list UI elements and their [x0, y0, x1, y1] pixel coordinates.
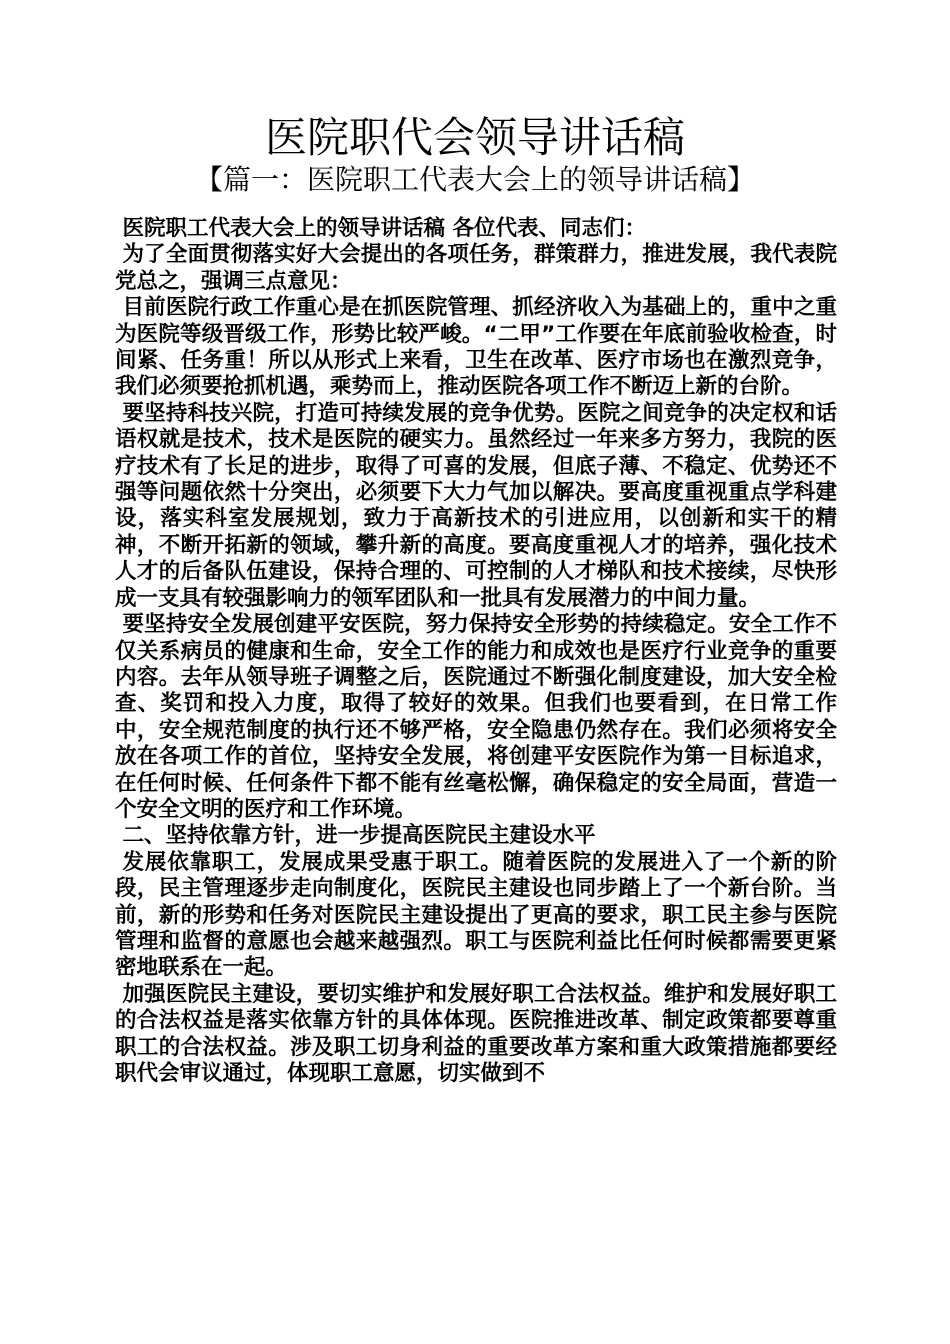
- paragraph-safety: 要坚持安全发展创建平安医院，努力保持安全形势的持续稳定。安全工作不仅关系病员的健康和生命，安全工作的能力和成效也是医疗行业竞争的重要内容。去年从领导班子调整之后，医院通过不断强化制度建设，加大安全检查、奖罚和投入力度，取得了较好的效果。但我们也要看到，在日常工作中，安全规范制度的执行还不够严格，安全隐患仍然存在。我们必须将安全放在各项工作的首位，坚持安全发展，将创建平安医院作为第一目标追求，在任何时候、任何条件下都不能有丝毫松懈，确保稳定的安全局面，营造一个安全文明的医疗和工作环境。: [115, 612, 837, 822]
- document-body: [115, 216, 837, 1087]
- paragraph-admin-focus: 目前医院行政工作重心是在抓医院管理、抓经济收入为基础上的，重中之重为医院等级晋级工作，形势比较严峻。“二甲”工作要在年底前验收检查，时间紧、任务重！所以从形式上来看，卫生在改革、医疗市场也在激烈竞争，我们必须要抢抓机遇，乘势而上，推动医院各项工作不断迈上新的台阶。: [115, 295, 837, 400]
- paragraph-staff-reliance: 发展依靠职工，发展成果受惠于职工。随着医院的发展进入了一个新的阶段，民主管理逐步走向制度化，医院民主建设也同步踏上了一个新台阶。当前，新的形势和任务对医院民主建设提出了更高的要求，职工民主参与医院管理和监督的意愿也会越来越强烈。职工与医院利益比任何时候都需要更紧密地联系在一起。: [115, 849, 837, 981]
- paragraph-tech: 要坚持科技兴院，打造可持续发展的竞争优势。医院之间竞争的决定权和话语权就是技术，技术是医院的硬实力。虽然经过一年来多方努力，我院的医疗技术有了长足的进步，取得了可喜的发展，但底子薄、不稳定、优势还不强等问题依然十分突出，必须要下大力气加以解决。要高度重视重点学科建设，落实科室发展规划，致力于高新技术的引进应用，以创新和实干的精神，不断开拓新的领域，攀升新的高度。要高度重视人才的培养，强化技术人才的后备队伍建设，保持合理的、可控制的人才梯队和技术接续，尽快形成一支具有较强影响力的领军团队和一批具有发展潜力的中间力量。: [115, 400, 837, 611]
- page-title: 医院职代会领导讲话稿: [264, 113, 685, 162]
- paragraph-greeting: 医院职工代表大会上的领导讲话稿 各位代表、同志们：: [122, 216, 647, 241]
- paragraph-democracy: 加强医院民主建设，要切实维护和发展好职工合法权益。维护和发展好职工的合法权益是落实依靠方针的具体体现。医院推进改革、制定政策都要尊重职工的合法权益。涉及职工切身利益的重要改革方案和重大政策措施都要经职代会审议通过，体现职工意愿，切实做到不: [115, 981, 837, 1086]
- section-subtitle: 【篇一：医院职工代表大会上的领导讲话稿】: [194, 163, 755, 196]
- section-heading-2: 二、坚持依靠方针，进一步提高医院民主建设水平: [122, 823, 596, 849]
- paragraph-intro: 为了全面贯彻落实好大会提出的各项任务，群策群力，推进发展，我代表院党总之，强调三点意见：: [115, 242, 837, 294]
